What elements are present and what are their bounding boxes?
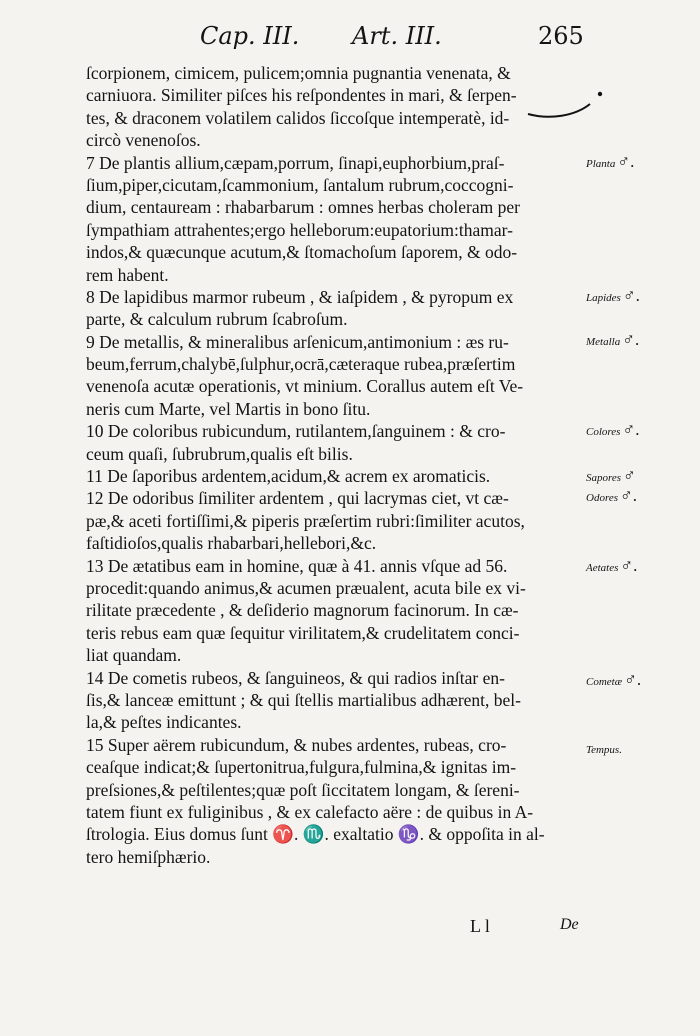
margin-label: Tempus. (586, 744, 622, 756)
mars-symbol: ♂ (623, 466, 636, 485)
margin-note-lapides (586, 286, 696, 306)
text-line: 14 De cometis rubeos, & ſanguineos, & qui radios inſtar en- (86, 667, 505, 688)
mars-symbol: ♂. (622, 286, 640, 305)
text-line: tes, & draconem volatilem calidos ſiccoſque intemperatè, id- (86, 107, 510, 128)
mars-symbol: ♂. (624, 670, 642, 689)
text-line: ſympathiam attrahentes;ergo helleborum:eupatorium:thamar- (86, 219, 513, 240)
mars-symbol: ♂. (619, 486, 637, 505)
text-line: 11 De ſaporibus ardentem,acidum,& acrem ex aromaticis. (86, 466, 491, 487)
margin-note-tempus (586, 738, 696, 758)
margin-note-colores (586, 420, 696, 440)
margin-label: Lapides (586, 292, 621, 304)
margin-label: Metalla (586, 336, 621, 348)
margin-note-cometae (586, 670, 696, 690)
margin-label: Colores (586, 426, 621, 438)
running-header (200, 22, 630, 58)
text-line: ſium,piper,cicutam,ſcammonium, ſantalum rubrum,coccogni- (86, 174, 514, 195)
text-line: dium, centauream : rhabarbarum : omnes herbas choleram per (86, 197, 520, 218)
mars-symbol: ♂. (622, 420, 640, 439)
page-number: 265 (538, 22, 584, 50)
margin-label: Cometæ (586, 676, 623, 688)
text-line: preſsiones,& peſtilentes;quæ poſt ſiccitatem longam, & ſereni- (86, 779, 520, 800)
text-line: circò venenoſos. (86, 130, 201, 151)
margin-note-sapores (586, 466, 696, 486)
catchword: De (560, 916, 579, 933)
text-line: tatem fiunt ex fuliginibus , & ex calefacto aëre : de quibus in A- (86, 801, 534, 822)
text-line: rem habent. (86, 264, 169, 285)
margin-label: Odores (586, 492, 618, 504)
text-line: ſtrologia. Eius domus ſunt ♈. ♏. exaltatio ♑. & oppoſita in al- (86, 824, 545, 845)
text-line: procedit:quando animus,& acumen præualent, acuta bile ex vi- (86, 577, 526, 598)
article-heading: Art. III. (352, 22, 442, 50)
text-line: 8 De lapidibus marmor rubeum , & iaſpidem , & pyropum ex (86, 286, 514, 307)
margin-note-plantae (586, 152, 696, 172)
chapter-heading: Cap. III. (200, 22, 300, 50)
text-line: faſtidioſos,qualis rhabarbari,hellebori,&c. (86, 533, 377, 554)
text-line: 9 De metallis, & mineralibus arſenicum,antimonium : æs ru- (86, 331, 509, 352)
text-line: tero hemiſphærio. (86, 846, 211, 867)
text-line: 12 De odoribus ſimiliter ardentem , qui lacrymas ciet, vt cæ- (86, 488, 509, 509)
text-line: la,& peſtes indicantes. (86, 712, 242, 733)
mars-symbol: ♂. (622, 330, 640, 349)
text-line: liat quandam. (86, 645, 182, 666)
margin-note-aetates (586, 556, 696, 576)
text-line: carniuora. Similiter piſces his reſpondentes in mari, & ſerpen- (86, 85, 517, 106)
margin-label: Aetates (586, 562, 619, 574)
signature-mark: L l (470, 916, 490, 936)
text-line: 15 Super aërem rubicundum, & nubes ardentes, rubeas, cro- (86, 734, 507, 755)
margin-label: Planta (586, 158, 616, 170)
text-line: teris rebus eam quæ ſequitur virilitatem,& crudelitatem conci- (86, 622, 520, 643)
text-line: 7 De plantis allium,cæpam,porrum, ſinapi,euphorbium,praſ- (86, 152, 505, 173)
text-line: neris cum Marte, vel Martis in bono ſitu. (86, 398, 371, 419)
text-line: venenoſa acutæ operationis, vt minium. Corallus autem eſt Ve- (86, 376, 524, 397)
margin-note-odores (586, 486, 696, 506)
margin-note-metalla (586, 330, 696, 350)
mars-symbol: ♂. (620, 556, 638, 575)
text-line: indos,& quæcunque acutum,& ſtomachoſum ſaporem, & odo- (86, 242, 518, 263)
text-line: parte, & calculum rubrum ſcabroſum. (86, 309, 348, 330)
text-line: ceaſque indicat;& ſupertonitrua,fulgura,fulmina,& ignitas im- (86, 757, 517, 778)
text-line: rilitate præcedente , & deſiderio magnorum facinorum. In cæ- (86, 600, 519, 621)
main-text (86, 62, 586, 868)
mars-symbol: ♂. (617, 152, 635, 171)
text-line: 13 De ætatibus eam in homine, quæ à 41. annis vſque ad 56. (86, 555, 508, 576)
text-line: ſis,& lanceæ emittunt ; & qui ſtellis martialibus adhærent, bel- (86, 689, 521, 710)
margin-label: Sapores (586, 472, 622, 484)
text-line: beum,ferrum,chalybē,ſulphur,ocrā,cæteraque rubea,præſertim (86, 354, 516, 375)
text-line: pæ,& aceti fortiſſimi,& piperis præſertim rubri:ſimiliter acutos, (86, 510, 525, 531)
text-line: ſcorpionem, cimicem, pulicem;omnia pugnantia venenata, & (86, 63, 511, 83)
text-line: ceum quaſi, ſubrubrum,qualis eſt bilis. (86, 443, 353, 464)
text-line: 10 De coloribus rubicundum, rutilantem,ſanguinem : & cro- (86, 421, 506, 442)
